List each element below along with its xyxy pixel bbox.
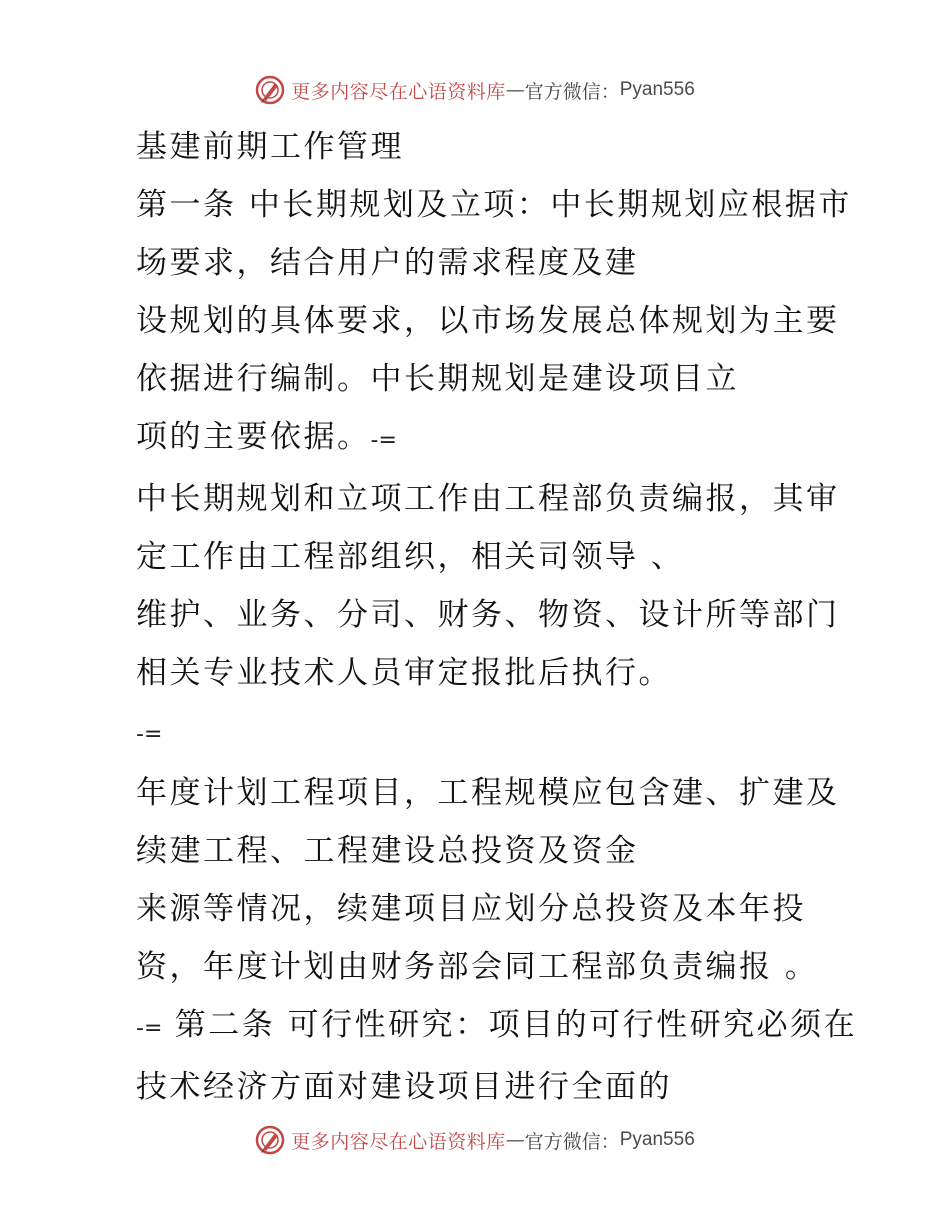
footer-separator: — [505,1129,525,1151]
paragraph-5: 维护、业务、分司、财务、物资、设计所等部门相关专业技术人员审定报批后执行。 [136,597,840,691]
paragraph-2: 设规划的具体要求，以市场发展总体规划为主要依据进行编制。中长期规划是建设项目立 [136,303,840,397]
paragraph-3 [98,408,858,470]
pen-logo-icon [255,75,285,105]
paragraph-mark: -= [136,1016,163,1041]
paragraph-mark: -= [370,428,397,453]
paragraph-3-text: 项的主要依据。 [136,419,371,455]
document-title: 基建前期工作管理 [136,129,404,165]
header-official: 官方微信： [524,80,620,103]
pen-logo-icon [255,1125,285,1155]
paragraph-mark: -= [136,722,163,747]
header-banner [0,70,950,110]
document-body [98,118,858,1116]
header-wechat-id: Pyan556 [619,79,695,100]
header-brand: 更多内容尽在心语资料库 [291,80,506,103]
header-separator: — [505,79,525,101]
mark-line [98,702,858,764]
footer-brand: 更多内容尽在心语资料库 [291,1130,506,1153]
paragraph-8 [98,996,858,1116]
paragraph-4: 中长期规划和立项工作由工程部负责编报，其审定工作由工程部组织，相关司领导 、 [136,481,840,575]
footer-banner [0,1120,950,1160]
paragraph-8-text: 第二条 可行性研究：项目的可行性研究必须在技术经济方面对建设项目进行全面的 [136,1007,858,1105]
footer-wechat-id: Pyan556 [619,1129,695,1150]
paragraph-7: 来源等情况，续建项目应划分总投资及本年投资，年度计划由财务部会同工程部负责编报 。 [136,891,819,985]
paragraph-1: 第一条 中长期规划及立项：中长期规划应根据市场要求，结合用户的需求程度及建 [136,187,852,281]
paragraph-6: 年度计划工程项目，工程规模应包含建、扩建及续建工程、工程建设总投资及资金 [136,775,840,869]
footer-official: 官方微信： [524,1130,620,1153]
